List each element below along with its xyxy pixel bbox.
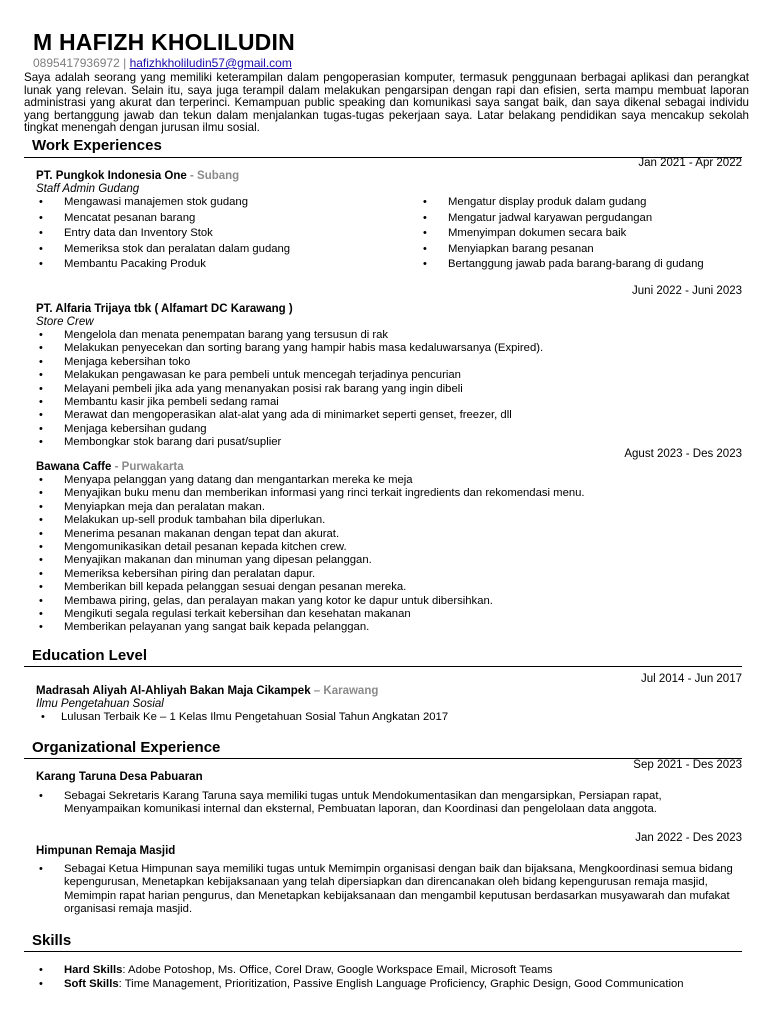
list-item: • Melakukan penyecekan dan sorting barang yang hampir habis masa kedaluwarsanya (Expired). xyxy=(39,342,543,355)
list-item: • Membantu kasir jika pembeli sedang ramai xyxy=(39,396,543,409)
company-name: PT. Pungkok Indonesia One xyxy=(36,170,187,182)
list-item: • Menyiapkan barang pesanan xyxy=(423,242,704,258)
email-link[interactable]: hafizhkholiludin57@gmail.com xyxy=(129,56,292,70)
list-item: • Lulusan Terbaik Ke – 1 Kelas Ilmu Pengetahuan Sosial Tahun Angkatan 2017 xyxy=(41,711,448,724)
soft-skills-label: Soft Skills xyxy=(64,977,119,990)
education-section-title: Education Level xyxy=(32,647,148,664)
list-item: • Sebagai Ketua Himpunan saya memiliki tugas untuk Memimpin organisasi dengan baik dan bijaksana, Mengkoordinasi semua bidang kepengurusan, Menetapkan kebijaksanaan yang telah dipersiapkan dan direncanakan oleh bidang kepengurusan remaja masjid, Memimpin rapat harian pengurus, dan Menetapkan kebijaksanaan dan mengambil keputusan berdasarkan musyawarah dan mufakat organisasi remaja masjid. xyxy=(39,863,749,916)
list-item: • Sebagai Sekretaris Karang Taruna saya memiliki tugas untuk Mendokumentasikan dan mengarsipkan, Persiapan rapat, Menyampaikan komunikasi internal dan eksternal, Pembuatan laporan, dan Koordinasi dan pengelolaan data anggota. xyxy=(39,790,729,817)
phone-number: 0895417936972 xyxy=(33,56,120,70)
job-duties xyxy=(39,329,543,450)
job-company xyxy=(36,461,184,473)
school-title: Madrasah Aliyah Al-Ahliyah Bakan Maja Cikampek xyxy=(36,685,311,697)
list-item: • Mengatur jadwal karyawan pergudangan xyxy=(423,211,704,227)
company-name: Bawana Caffe xyxy=(36,461,112,473)
skills-divider xyxy=(24,951,742,952)
company-location: Purwakarta xyxy=(121,461,184,473)
list-item: • Menjaga kebersihan toko xyxy=(39,356,543,369)
education-achievements xyxy=(41,711,448,724)
company-separator: - xyxy=(111,461,122,473)
list-item: • Membantu Pacaking Produk xyxy=(39,257,290,273)
school-major: Ilmu Pengetahuan Sosial xyxy=(36,698,164,710)
organization-duties xyxy=(39,790,729,817)
skills-list xyxy=(39,964,684,991)
job-date: Juni 2022 - Juni 2023 xyxy=(632,285,742,297)
hard-skills-label: Hard Skills xyxy=(64,964,123,976)
contact-line xyxy=(33,56,292,70)
skills-section-title: Skills xyxy=(32,932,72,949)
organization-name: Himpunan Remaja Masjid xyxy=(36,845,176,857)
list-item: • Menyapa pelanggan yang datang dan mengantarkan mereka ke meja xyxy=(39,474,585,487)
school-name xyxy=(36,685,378,697)
list-item: • Memeriksa stok dan peralatan dalam gudang xyxy=(39,242,290,258)
job-date: Jan 2021 - Apr 2022 xyxy=(638,157,742,169)
list-item: • Memeriksa kebersihan piring dan peralatan dapur. xyxy=(39,568,585,581)
work-section-title: Work Experiences xyxy=(32,137,162,154)
organization-date: Sep 2021 - Des 2023 xyxy=(633,759,742,771)
list-item: • Menjaga kebersihan gudang xyxy=(39,423,543,436)
organization-date: Jan 2022 - Des 2023 xyxy=(635,832,742,844)
company-separator: - xyxy=(186,170,198,182)
list-item: • Mengomunikasikan detail pesanan kepada kitchen crew. xyxy=(39,541,585,554)
company-location: Subang xyxy=(197,170,240,182)
list-item: • Menyajikan makanan dan minuman yang dipesan pelanggan. xyxy=(39,554,585,567)
job-company xyxy=(36,303,293,315)
hard-skills-value: : Adobe Potoshop, Ms. Office, Corel Draw, Google Workspace Email, Microsoft Teams xyxy=(122,964,553,976)
soft-skills-value: : Time Management, Prioritization, Passive English Language Proficiency, Graphic Design, Good Communication xyxy=(118,977,684,990)
list-item: • Entry data dan Inventory Stok xyxy=(39,226,290,242)
job-company xyxy=(36,170,239,182)
hard-skills-item xyxy=(39,964,684,978)
list-item: • Mengawasi manajemen stok gudang xyxy=(39,195,290,211)
job-role: Store Crew xyxy=(36,316,94,328)
profile-summary: Saya adalah seorang yang memiliki keterampilan dalam pengoperasian komputer, termasuk penggunaan berbagai aplikasi dan perangkat lunak yang relevan. Selain itu, saya juga terampil dalam melakukan pengarsipan dengan rapi dan efisien, serta mampu membuat laporan administrasi yang akurat dan terperinci. Kemampuan public speaking dan komunikasi saya sangat baik, dan saya dikenal sebagai individu yang bertanggung jawab dan tekun dalam menjalankan tugas-tugas pekerjaan saya. Latar belakang pendidikan saya mencakup sekolah tingkat menengah dengan jurusan ilmu sosial. xyxy=(24,71,749,135)
organization-name: Karang Taruna Desa Pabuaran xyxy=(36,771,203,783)
list-item: • Mmenyimpan dokumen secara baik xyxy=(423,226,704,242)
organization-section-title: Organizational Experience xyxy=(32,739,221,756)
list-item: • Melayani pembeli jika ada yang menanyakan posisi rak barang yang ingin dibeli xyxy=(39,383,543,396)
list-item: • Menerima pesanan makanan dengan tepat dan akurat. xyxy=(39,528,585,541)
list-item: • Menyajikan buku menu dan memberikan informasi yang rinci terkait ingredients dan rekomendasi menu. xyxy=(39,487,585,500)
work-divider xyxy=(24,157,742,158)
list-item: • Bertanggung jawab pada barang-barang di gudang xyxy=(423,257,704,273)
list-item: • Melakukan pengawasan ke para pembeli untuk mencegah terjadinya pencurian xyxy=(39,369,543,382)
education-date: Jul 2014 - Jun 2017 xyxy=(640,673,742,685)
company-name: PT. Alfaria Trijaya tbk ( Alfamart DC Karawang ) xyxy=(36,303,293,315)
job-duties-right xyxy=(423,195,704,273)
job-duties-left xyxy=(39,195,290,273)
organization-duties xyxy=(39,863,749,916)
job-date: Agust 2023 - Des 2023 xyxy=(624,448,742,460)
school-location: Karawang xyxy=(323,685,379,697)
list-item: • Merawat dan mengoperasikan alat-alat yang ada di minimarket seperti genset, freezer, dll xyxy=(39,409,543,422)
job-role: Staff Admin Gudang xyxy=(36,183,140,195)
education-divider xyxy=(24,666,742,667)
list-item: • Menyiapkan meja dan peralatan makan. xyxy=(39,501,585,514)
list-item: • Mengelola dan menata penempatan barang yang tersusun di rak xyxy=(39,329,543,342)
list-item: • Membongkar stok barang dari pusat/suplier xyxy=(39,436,543,449)
list-item: • Mengatur display produk dalam gudang xyxy=(423,195,704,211)
list-item: • Membawa piring, gelas, dan peralayan makan yang kotor ke dapur untuk dibersihkan. xyxy=(39,595,585,608)
list-item: • Mengikuti segala regulasi terkait kebersihan dan kesehatan makanan xyxy=(39,608,585,621)
list-item: • Memberikan pelayanan yang sangat baik kepada pelanggan. xyxy=(39,621,585,634)
contact-separator: | xyxy=(119,56,130,70)
soft-skills-item xyxy=(39,978,684,992)
candidate-name: M HAFIZH KHOLILUDIN xyxy=(33,29,295,55)
school-separator: – xyxy=(310,685,324,697)
list-item: • Mencatat pesanan barang xyxy=(39,211,290,227)
job-duties xyxy=(39,474,585,635)
list-item: • Memberikan bill kepada pelanggan sesuai dengan pesanan mereka. xyxy=(39,581,585,594)
list-item: • Melakukan up-sell produk tambahan bila diperlukan. xyxy=(39,514,585,527)
